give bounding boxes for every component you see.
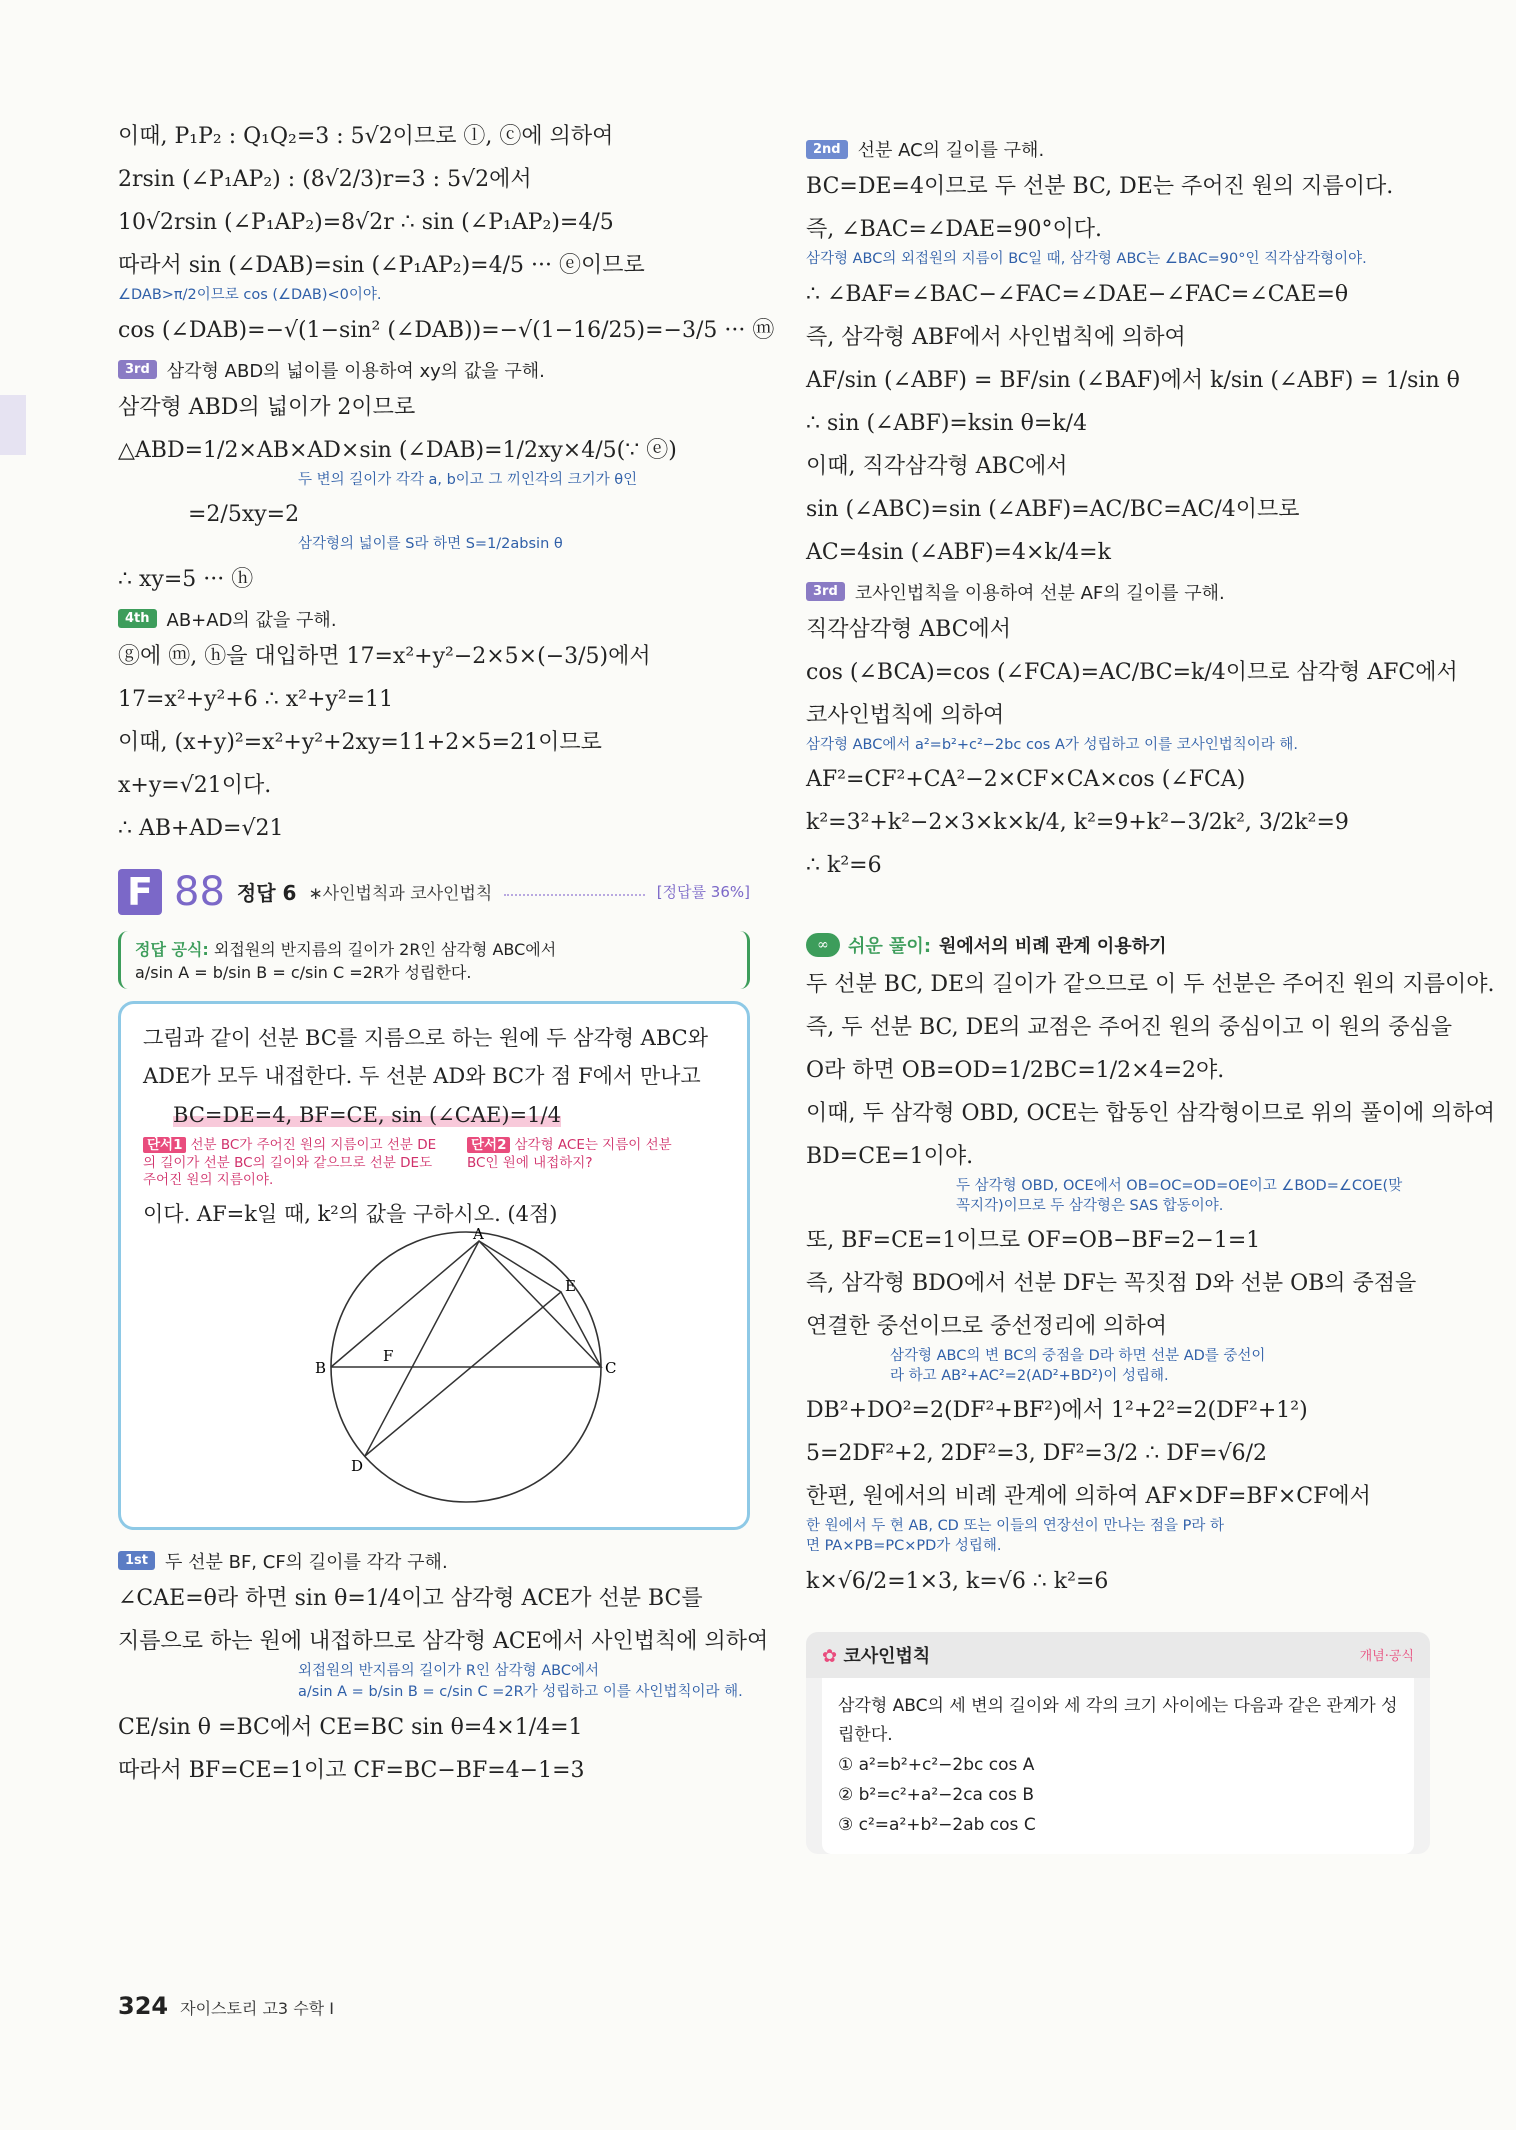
side-tab [0,395,26,455]
text-line: 10√2rsin (∠P₁AP₂)=8√2r ∴ sin (∠P₁AP₂)=4/5 [118,210,614,235]
flower-icon: ✿ [822,1645,844,1667]
question-topic: ∗사인법칙과 코사인법칙 [308,884,493,905]
text-line: ⓖ에 ⓜ, ⓗ을 대입하면 17=x²+y²−2×5×(−3/5)에서 [118,643,651,669]
left-column [118,120,775,1797]
step-header [118,606,750,632]
dotted-leader [504,893,644,896]
formula-box [118,931,750,989]
hint-tag: 단서2 [467,1137,510,1153]
text-line: 2rsin (∠P₁AP₂) : (8√2/3)r=3 : 5√2에서 [118,167,532,192]
text-line: cos (∠BCA)=cos (∠FCA)=AC/BC=k/4이므로 삼각형 AFC에서 [806,659,1458,685]
text-line: O라 하면 OB=OD=1/2BC=1/2×4=2야. [806,1058,1225,1084]
text-line: 17=x²+y²+6 ∴ x²+y²=11 [118,686,394,712]
step-header [806,579,1430,605]
label-f: F [383,1346,394,1365]
problem-box [118,1001,750,1530]
annotation-note: 한 원에서 두 현 AB, CD 또는 이들의 연장선이 만나는 점을 P라 하면 PA×PB=PC×PD가 성립해. [806,1518,1224,1554]
step-header [118,1548,750,1574]
step-badge: 2nd [806,140,848,159]
step-text: 두 선분 BF, CF의 길이를 각각 구해. [165,1551,448,1573]
label-b: B [315,1358,327,1377]
page-footer [118,1992,334,2020]
right-column [806,120,1495,1868]
text-line: 즉, 삼각형 ABF에서 사인법칙에 의하여 [806,324,1186,350]
text-line: AF/sin (∠ABF) = BF/sin (∠BAF)에서 k/sin (∠ABF) = 1/sin θ [806,367,1460,393]
step-text: AB+AD의 값을 구해. [166,609,337,631]
text-line: 이때, 두 삼각형 OBD, OCE는 합동인 삼각형이므로 위의 풀이에 의하여 [806,1101,1495,1127]
question-answer: 정답 6 [236,881,297,906]
concept-header [806,1632,1430,1678]
text-line: 지름으로 하는 원에 내접하므로 삼각형 ACE에서 사인법칙에 의하여 [118,1628,769,1654]
step-header [806,136,1430,162]
label-c: C [605,1358,617,1377]
text-line: ∴ ∠BAF=∠BAC−∠FAC=∠DAE−∠FAC=∠CAE=θ [806,281,1349,307]
concept-item: ① a²=b²+c²−2bc cos A [838,1755,1035,1775]
concept-body [822,1678,1414,1855]
text-line: 즉, ∠BAC=∠DAE=90°이다. [806,217,1102,242]
annotation-note: 삼각형 ABC의 변 BC의 중점을 D라 하면 선분 AD를 중선이라 하고 AB²+AC²=2(AD²+BD²)이 성립해. [890,1348,1266,1384]
label-a: A [473,1224,484,1243]
easy-title: 쉬운 풀이: [848,936,932,958]
question-number: 88 [174,868,225,915]
formula-title: 정답 공식: [135,939,209,959]
text-line: DB²+DO²=2(DF²+BF²)에서 1²+2²=2(DF²+1²) [806,1398,1308,1424]
concept-title: ✿ 코사인법칙 [822,1645,931,1667]
text-line: =2/5xy=2 [188,502,300,528]
question-letter: F [118,869,162,915]
text-line: 코사인법칙에 의하여 [806,702,1005,728]
step-badge: 3rd [118,360,157,379]
text-line: BD=CE=1이야. [806,1144,974,1170]
step-header [118,357,750,383]
text-line: CE/sin θ =BC에서 CE=BC sin θ=4×1/4=1 [118,1714,583,1740]
step-text: 선분 AC의 길이를 구해. [857,140,1045,161]
triangle-abc [331,1241,601,1367]
text-line: ∴ xy=5 ··· ⓗ [118,566,254,592]
text-line: AC=4sin (∠ABF)=4×k/4=k [806,539,1111,565]
text-line: AF²=CF²+CA²−2×CF×CA×cos (∠FCA) [806,767,1246,793]
concept-intro: 삼각형 ABC의 세 변의 길이와 세 각의 크기 사이에는 다음과 같은 관계가 성립한다. [838,1695,1398,1746]
problem-condition: BC=DE=4, BF=CE, sin (∠CAE)=1/4 [173,1102,561,1127]
text-line: 또, BF=CE=1이므로 OF=OB−BF=2−1=1 [806,1228,1261,1254]
circle-figure [143,1224,703,1507]
text-line: 이때, P₁P₂ : Q₁Q₂=3 : 5√2이므로 ⓛ, ⓒ에 의하여 [118,124,614,149]
text-line: ∴ sin (∠ABF)=ksin θ=k/4 [806,410,1088,436]
text-line: 이때, 직각삼각형 ABC에서 [806,453,1068,479]
question-rate: [정답률 36%] [656,883,750,902]
formula-text: a/sin A = b/sin B = c/sin C =2R가 성립한다. [135,962,472,982]
hint-2 [467,1137,687,1190]
book-title: 자이스토리 고3 수학 I [180,1999,334,2018]
text-line: 5=2DF²+2, 2DF²=3, DF²=3/2 ∴ DF=√6/2 [806,1441,1268,1467]
text-line: 한편, 원에서의 비례 관계에 의하여 AF×DF=BF×CF에서 [806,1484,1371,1510]
hint-tag: 단서1 [143,1137,186,1153]
label-d: D [351,1456,364,1475]
question-header [118,869,750,915]
triangle-ade [365,1241,561,1456]
problem-text: ADE가 모두 내접한다. 두 선분 AD와 BC가 점 F에서 만나고 [143,1064,701,1089]
glasses-icon: ∞ [806,933,840,957]
step-text: 삼각형 ABD의 넓이를 이용하여 xy의 값을 구해. [166,360,545,382]
text-line: 따라서 sin (∠DAB)=sin (∠P₁AP₂)=4/5 ··· ⓔ이므로 [118,253,645,278]
annotation-note: 삼각형의 넓이를 S라 하면 S=1/2absin θ [298,536,563,553]
text-line: △ABD=1/2×AB×AD×sin (∠DAB)=1/2xy×4/5(∵ ⓔ) [118,437,677,463]
easy-subtitle: 원에서의 비례 관계 이용하기 [939,936,1167,958]
step-text: 코사인법칙을 이용하여 선분 AF의 길이를 구해. [854,582,1225,604]
text-line: 삼각형 ABD의 넓이가 2이므로 [118,394,416,420]
concept-box [806,1632,1430,1855]
annotation-note: 삼각형 ABC의 외접원의 지름이 BC일 때, 삼각형 ABC는 ∠BAC=90°인 직각삼각형이야. [806,251,1367,267]
annotation-note: ∠DAB>π/2이므로 cos (∠DAB)<0이야. [118,287,382,303]
label-e: E [565,1276,576,1295]
text-line: 즉, 삼각형 BDO에서 선분 DF는 꼭짓점 D와 선분 OB의 중점을 [806,1271,1417,1297]
text-line: 두 선분 BC, DE의 길이가 같으므로 이 두 선분은 주어진 원의 지름이야. [806,972,1495,998]
problem-text: 그림과 같이 선분 BC를 지름으로 하는 원에 두 삼각형 ABC와 [143,1025,709,1050]
text-line: 연결한 중선이므로 중선정리에 의하여 [806,1314,1168,1340]
text-line: 따라서 BF=CE=1이고 CF=BC−BF=4−1=3 [118,1757,585,1783]
text-line: 직각삼각형 ABC에서 [806,616,1012,642]
step-badge: 3rd [806,582,845,601]
easy-solution-header [806,932,1430,958]
hint-text: 선분 BC가 주어진 원의 지름이고 선분 DE의 길이가 선분 BC의 길이와 같으므로 선분 DE도 주어진 원의 지름이야. [143,1137,437,1189]
hint-text: 삼각형 ACE는 지름이 선분 BC인 원에 내접하지? [467,1137,672,1171]
text-line: ∴ AB+AD=√21 [118,815,284,841]
text-line: k²=3²+k²−2×3×k×k/4, k²=9+k²−3/2k², 3/2k²=9 [806,810,1349,836]
text-line: 즉, 두 선분 BC, DE의 교점은 주어진 원의 중심이고 이 원의 중심을 [806,1015,1453,1041]
text-line: ∠CAE=θ라 하면 sin θ=1/4이고 삼각형 ACE가 선분 BC를 [118,1585,703,1611]
concept-item: ② b²=c²+a²−2ca cos B [838,1784,1035,1805]
text-line: x+y=√21이다. [118,772,272,798]
page-number: 324 [118,1992,169,2020]
step-badge: 4th [118,609,157,628]
annotation-note: 두 변의 길이가 각각 a, b이고 그 끼인각의 크기가 θ인 [298,471,638,488]
annotation-note: 삼각형 ABC에서 a²=b²+c²−2bc cos A가 성립하고 이를 코사인법칙이라 해. [806,736,1299,753]
text-line: BC=DE=4이므로 두 선분 BC, DE는 주어진 원의 지름이다. [806,174,1394,199]
text-line: sin (∠ABC)=sin (∠ABF)=AC/BC=AC/4이므로 [806,496,1300,522]
formula-text: 외접원의 반지름의 길이가 2R인 삼각형 ABC에서 [213,939,557,959]
problem-text: 이다. AF=k일 때, k²의 값을 구하시오. (4점) [143,1201,558,1226]
annotation-note: 두 삼각형 OBD, OCE에서 OB=OC=OD=OE이고 ∠BOD=∠COE(맞꼭지각)이므로 두 삼각형은 SAS 합동이야. [956,1178,1403,1214]
annotation-note: 외접원의 반지름의 길이가 R인 삼각형 ABC에서 [298,1662,599,1679]
concept-item: ③ c²=a²+b²−2ab cos C [838,1814,1036,1835]
text-line: cos (∠DAB)=−√(1−sin² (∠DAB))=−√(1−16/25)=−3/5 ··· ⓜ [118,317,775,343]
annotation-note: a/sin A = b/sin B = c/sin C =2R가 성립하고 이를 사인법칙이라 해. [298,1684,743,1701]
text-line: ∴ k²=6 [806,853,882,879]
text-line: 이때, (x+y)²=x²+y²+2xy=11+2×5=21이므로 [118,729,602,755]
text-line: k×√6/2=1×3, k=√6 ∴ k²=6 [806,1568,1109,1594]
concept-tag: 개념·공식 [1359,1649,1414,1664]
hint-1 [143,1137,443,1190]
step-badge: 1st [118,1551,155,1570]
